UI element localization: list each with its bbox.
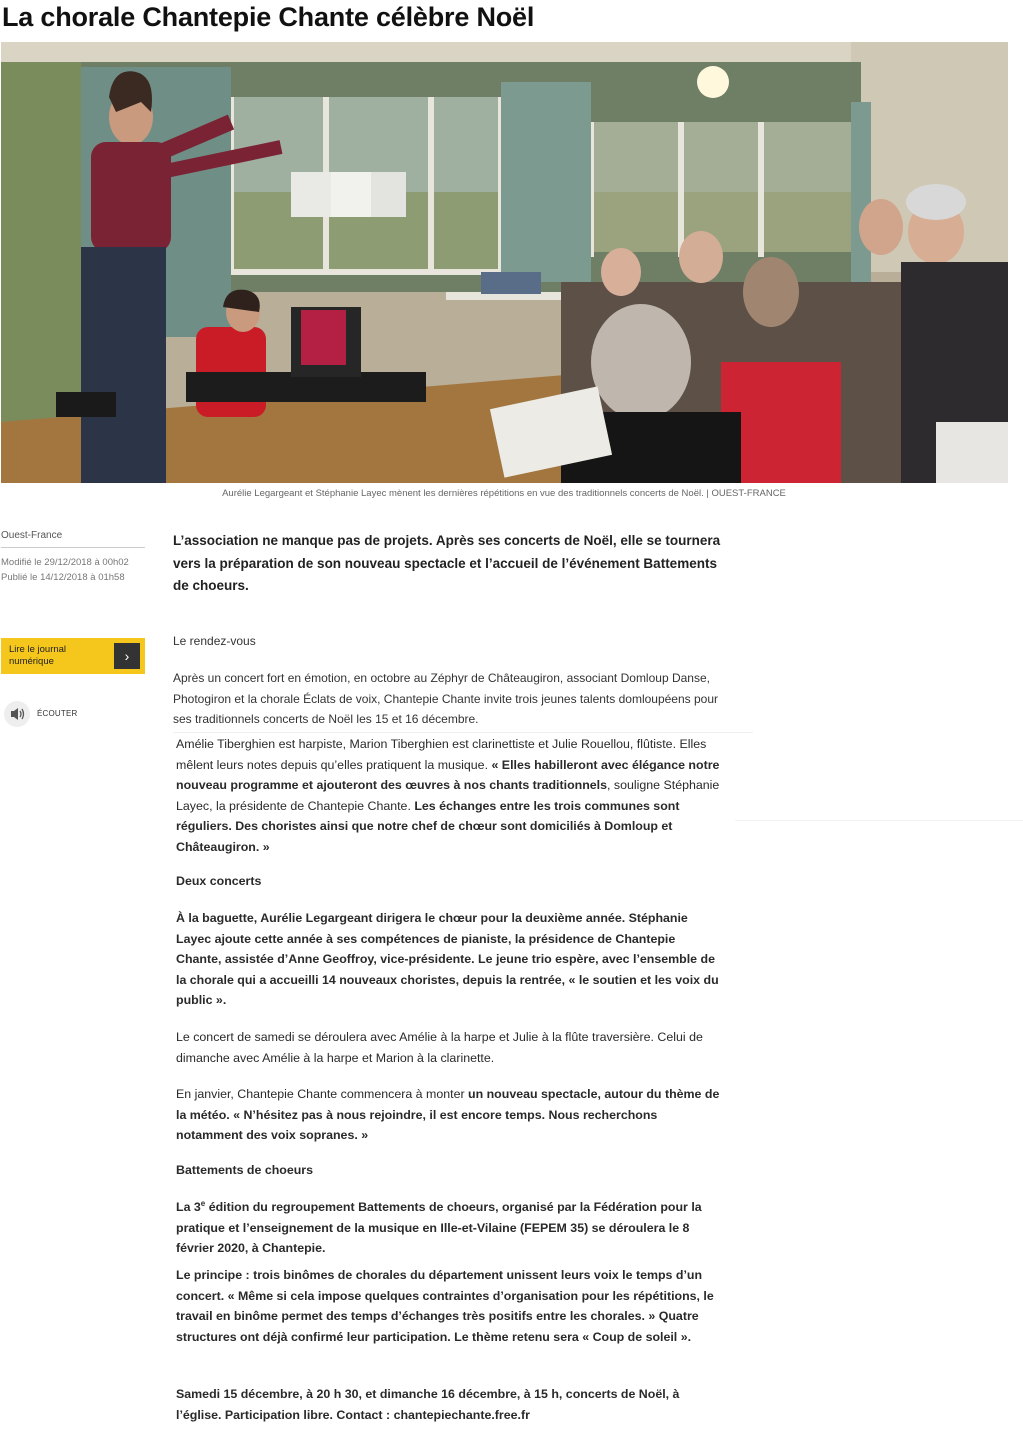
section-heading: Deux concerts (176, 874, 262, 888)
text-run: Amélie Tiberghien est harpiste, Marion Tiberghien est clarinettiste et Julie Rouellou, flûtiste. Elles mêlent leurs notes depuis qu’elles pratiquent la musique. (176, 737, 707, 772)
source-name: Ouest-France (1, 530, 145, 548)
chevron-right-icon: › (114, 643, 140, 669)
text-run: La 3 (176, 1200, 201, 1214)
paragraph (176, 1197, 721, 1259)
article-meta-sidebar (1, 530, 145, 718)
quote-run: Les échanges entre les trois communes sont réguliers. Des choristes ainsi que notre chef de chœur sont domiciliés à Domloup et Châteaugiron. » (176, 798, 680, 854)
article-photo (1, 42, 1008, 483)
paragraph: Le principe : trois binômes de chorales du département unissent leurs voix le temps d’un concert. « Même si cela impose quelques contraintes d’organisation pour les répétitions, le travail en binôme permet des temps d’échanges très positifs entre les chorales. » Quatre structures ont déjà confirmé leur participation. Le thème retenu sera « Coup de soleil ». (176, 1268, 714, 1344)
divider (735, 820, 1023, 821)
section-kicker: Le rendez-vous (173, 634, 256, 648)
text-run: , souligne Stéphanie Layec, la présidente de Chantepie Chante. (176, 778, 720, 813)
modified-date: Modifié le 29/12/2018 à 00h02 (1, 557, 129, 568)
article-lead: L’association ne manque pas de projets. Après ses concerts de Noël, elle se tournera vers la préparation de son nouveau spectacle et l’accueil de l’événement Battements de choeurs. (173, 533, 721, 593)
speaker-icon (4, 701, 30, 727)
quote-run: « Elles habilleront avec élégance notre nouveau programme et ajouteront des œuvres à nos chants traditionnels (176, 757, 720, 792)
superscript: e (200, 1198, 206, 1208)
read-journal-button[interactable] (1, 638, 145, 674)
read-journal-label: Lire le journal numérique (9, 644, 67, 667)
section-heading: Battements de choeurs (176, 1163, 314, 1177)
published-date: Publié le 14/12/2018 à 01h58 (1, 572, 125, 583)
paragraph: Après un concert fort en émotion, en octobre au Zéphyr de Châteaugiron, associant Domloup Danse, Photogiron et la chorale Éclats de voix, Chantepie Chante invite trois jeunes talents domloupéens pour ses traditionnels concerts de Noël les 15 et 16 décembre. (173, 671, 718, 726)
paragraph: Le concert de samedi se déroulera avec Amélie à la harpe et Julie à la flûte traversière. Celui de dimanche avec Amélie à la harpe et Marion à la clarinette. (176, 1030, 703, 1065)
article-title: La chorale Chantepie Chante célèbre Noël (2, 2, 535, 32)
paragraph (176, 908, 721, 1011)
quote-run: un nouveau spectacle, autour du thème de la météo. « N’hésitez pas à nous rejoindre, il est encore temps. Nous recherchons notamment des voix sopranes. » (176, 1087, 720, 1142)
paragraph (176, 734, 721, 857)
quote-run: « le soutien et les voix du public ». (176, 972, 719, 1007)
paragraph (176, 1084, 721, 1146)
listen-label: ÉCOUTER (37, 709, 78, 718)
text-run: En janvier, Chantepie Chante commencera à monter (176, 1087, 469, 1101)
text-run: édition du regroupement Battements de choeurs, organisé par la Fédération pour la pratique et l’enseignement de la musique en Ille-et-Vilaine (FEPEM 35) se déroulera le 8 février 2020, à Chantepie. (176, 1200, 702, 1255)
article-dates (1, 555, 145, 585)
paragraph: Samedi 15 décembre, à 20 h 30, et dimanche 16 décembre, à 15 h, concerts de Noël, à l’église. Participation libre. Contact : chantepiechante.free.fr (176, 1387, 680, 1422)
divider (173, 732, 753, 733)
photo-caption: Aurélie Legargeant et Stéphanie Layec mènent les dernières répétitions en vue des traditionnels concerts de Noël. | OUEST-FRANCE (222, 488, 786, 499)
text-run: À la baguette, Aurélie Legargeant dirigera le chœur pour la deuxième année. Stéphanie Layec ajoute cette année à ses compétences de pianiste, la présidence de Chantepie Chante, assistée d’Anne Geoffroy, vice-présidente. Le jeune trio espère, avec l’ensemble de la chorale qui a accueilli 14 nouveaux choristes, depuis la rentrée, (176, 911, 715, 987)
